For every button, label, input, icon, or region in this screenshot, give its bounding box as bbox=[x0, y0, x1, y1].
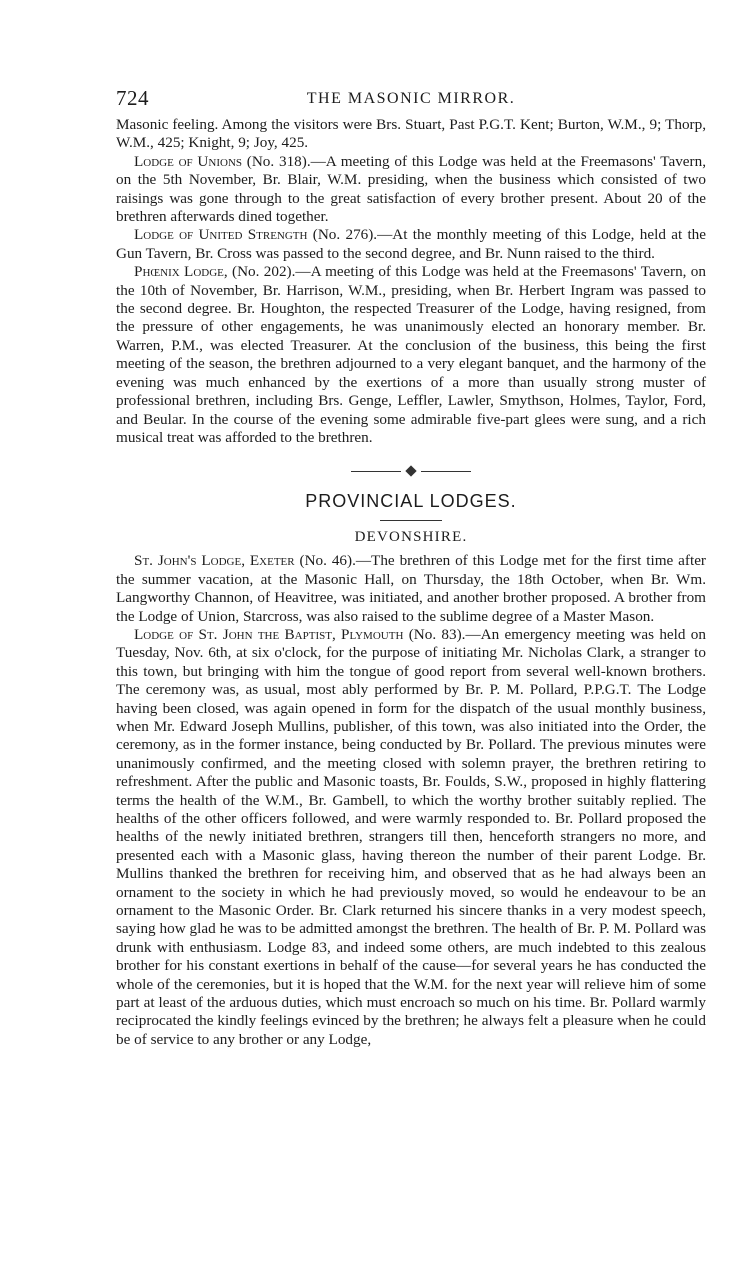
running-head: THE MASONIC MIRROR. bbox=[306, 90, 516, 107]
paragraph-lead: St. John's Lodge, Exeter bbox=[134, 552, 295, 570]
subsection-title: DEVONSHIRE. bbox=[354, 529, 468, 546]
ornament-rule-left bbox=[351, 471, 401, 472]
paragraph-lead: Lodge of St. John the Baptist, Plymouth bbox=[134, 625, 404, 643]
section-ornament bbox=[351, 465, 471, 479]
paragraph-lodge-of-united-strength bbox=[116, 226, 706, 263]
paragraph-lead: Phœnix Lodge, bbox=[134, 263, 228, 281]
paragraph-text: (No. 276).—At the monthly meeting of this Lodge, held at the Gun Tavern, Br. Cross was passed to the second degree, and Br. Nunn raised to the third. bbox=[116, 226, 706, 262]
paragraph-text: (No. 202).—A meeting of this Lodge was held at the Freemasons' Tavern, on the 10th of November, Br. Harrison, W.M., presiding, when Br. Herbert Ingram was passed to the second degree. Br. Houghton, the respected Treasurer of the Lodge, having resigned, from the pressure of other engagements, he was unanimously elected an honorary member. Br. Warren, P.M., was elected Treasurer. At the conclusion of the business, this being the first meeting of the season, the brethren adjourned to a very elegant banquet, and the harmony of the evening was much enhanced by the exertions of a more than usually strong muster of professional brethren, including Brs. Genge, Leffler, Lawler, Smythson, Holmes, Taylor, Ford, and Beular. In the course of the evening some admirable five-part glees were sung, and a rich musical treat was afforded to the brethren. bbox=[116, 263, 706, 446]
section-title: PROVINCIAL LODGES. bbox=[305, 491, 517, 512]
paragraph-lodge-st-john-baptist-plymouth bbox=[116, 626, 706, 1049]
page-header bbox=[116, 86, 706, 116]
diamond-icon bbox=[405, 466, 416, 477]
paragraph-continuation bbox=[116, 116, 706, 153]
ornament-rule-right bbox=[421, 471, 471, 472]
paragraph-lead: Lodge of Unions bbox=[134, 152, 243, 170]
paragraph-text: (No. 83).—An emergency meeting was held on Tuesday, Nov. 6th, at six o'clock, for the purpose of initiating Mr. Nicholas Clark, a stranger to this town, but bringing with him the tongue of good report from several well-known brothers. The ceremony was, as usual, most ably performed by Br. P. M. Pollard, P.P.G.T. The Lodge having been closed, was again opened in form for the dispatch of the usual monthly business, when Mr. Edward Joseph Mullins, publisher, of this town, was also initiated into the Order, the ceremony, as in the former instance, being conducted by Br. Pollard. The previous minutes were unanimously confirmed, and the meeting closed with solemn prayer, the brethren retiring to refreshment. After the public and Masonic toasts, Br. Foulds, S.W., proposed in highly flattering terms the health of the W.M., Br. Gambell, to which the worthy brother suitably replied. The healths of the other officers followed, and were warmly responded to. Br. Pollard proposed the healths of the newly initiated brethren, strangers till then, henceforth strangers no more, and presented each with a Masonic glass, having thereon the number of their parent Lodge. Br. Mullins thanked the brethren for receiving him, and observed that as he had always been an ornament to the society in which he had previously moved, so would he endeavour to be an ornament to the Masonic Order. Br. Clark returned his sincere thanks in a very modest speech, saying how glad he was to be admitted amongst the brethren. The health of Br. P. M. Pollard was drunk with enthusiasm. Lodge 83, and indeed some others, are much indebted to this zealous brother for his constant exertions in behalf of the cause—for several years he has conducted the whole of the ceremonies, but it is hoped that the W.M. for the next year will relieve him of some part at least of the arduous duties, which must encroach so much on his time. Br. Pollard warmly reciprocated the kindly feelings evinced by the brethren; he always felt a pleasure when he could be of service to any brother or any Lodge, bbox=[116, 625, 706, 1048]
paragraph-phoenix-lodge bbox=[116, 263, 706, 447]
section-rule bbox=[380, 520, 442, 521]
paragraph-st-johns-lodge-exeter bbox=[116, 552, 706, 626]
page-number: 724 bbox=[116, 86, 149, 110]
page-body bbox=[116, 86, 706, 1049]
paragraph-text: Masonic feeling. Among the visitors were Brs. Stuart, Past P.G.T. Kent; Burton, W.M., 9; Thorp, W.M., 425; Knight, 9; Joy, 425. bbox=[116, 116, 706, 152]
devonshire-reports bbox=[116, 552, 706, 1049]
paragraph-text: (No. 46).—The brethren of this Lodge met for the first time after the summer vacation, at the Masonic Hall, on Thursday, the 18th October, when Br. Wm. Langworthy Channon, of Heavitree, was initiated, and another brother proposed. A brother from the Lodge of Union, Starcross, was also raised to the sublime degree of a Master Mason. bbox=[116, 552, 706, 625]
paragraph-lodge-of-unions bbox=[116, 153, 706, 227]
paragraph-lead: Lodge of United Strength bbox=[134, 226, 308, 244]
lodge-reports bbox=[116, 116, 706, 447]
paragraph-text: (No. 318).—A meeting of this Lodge was held at the Freemasons' Tavern, on the 5th November, Br. Blair, W.M. presiding, when the business which consisted of two raisings was gone through to the great satisfaction of every brother present. About 20 of the brethren afterwards dined together. bbox=[116, 152, 706, 226]
